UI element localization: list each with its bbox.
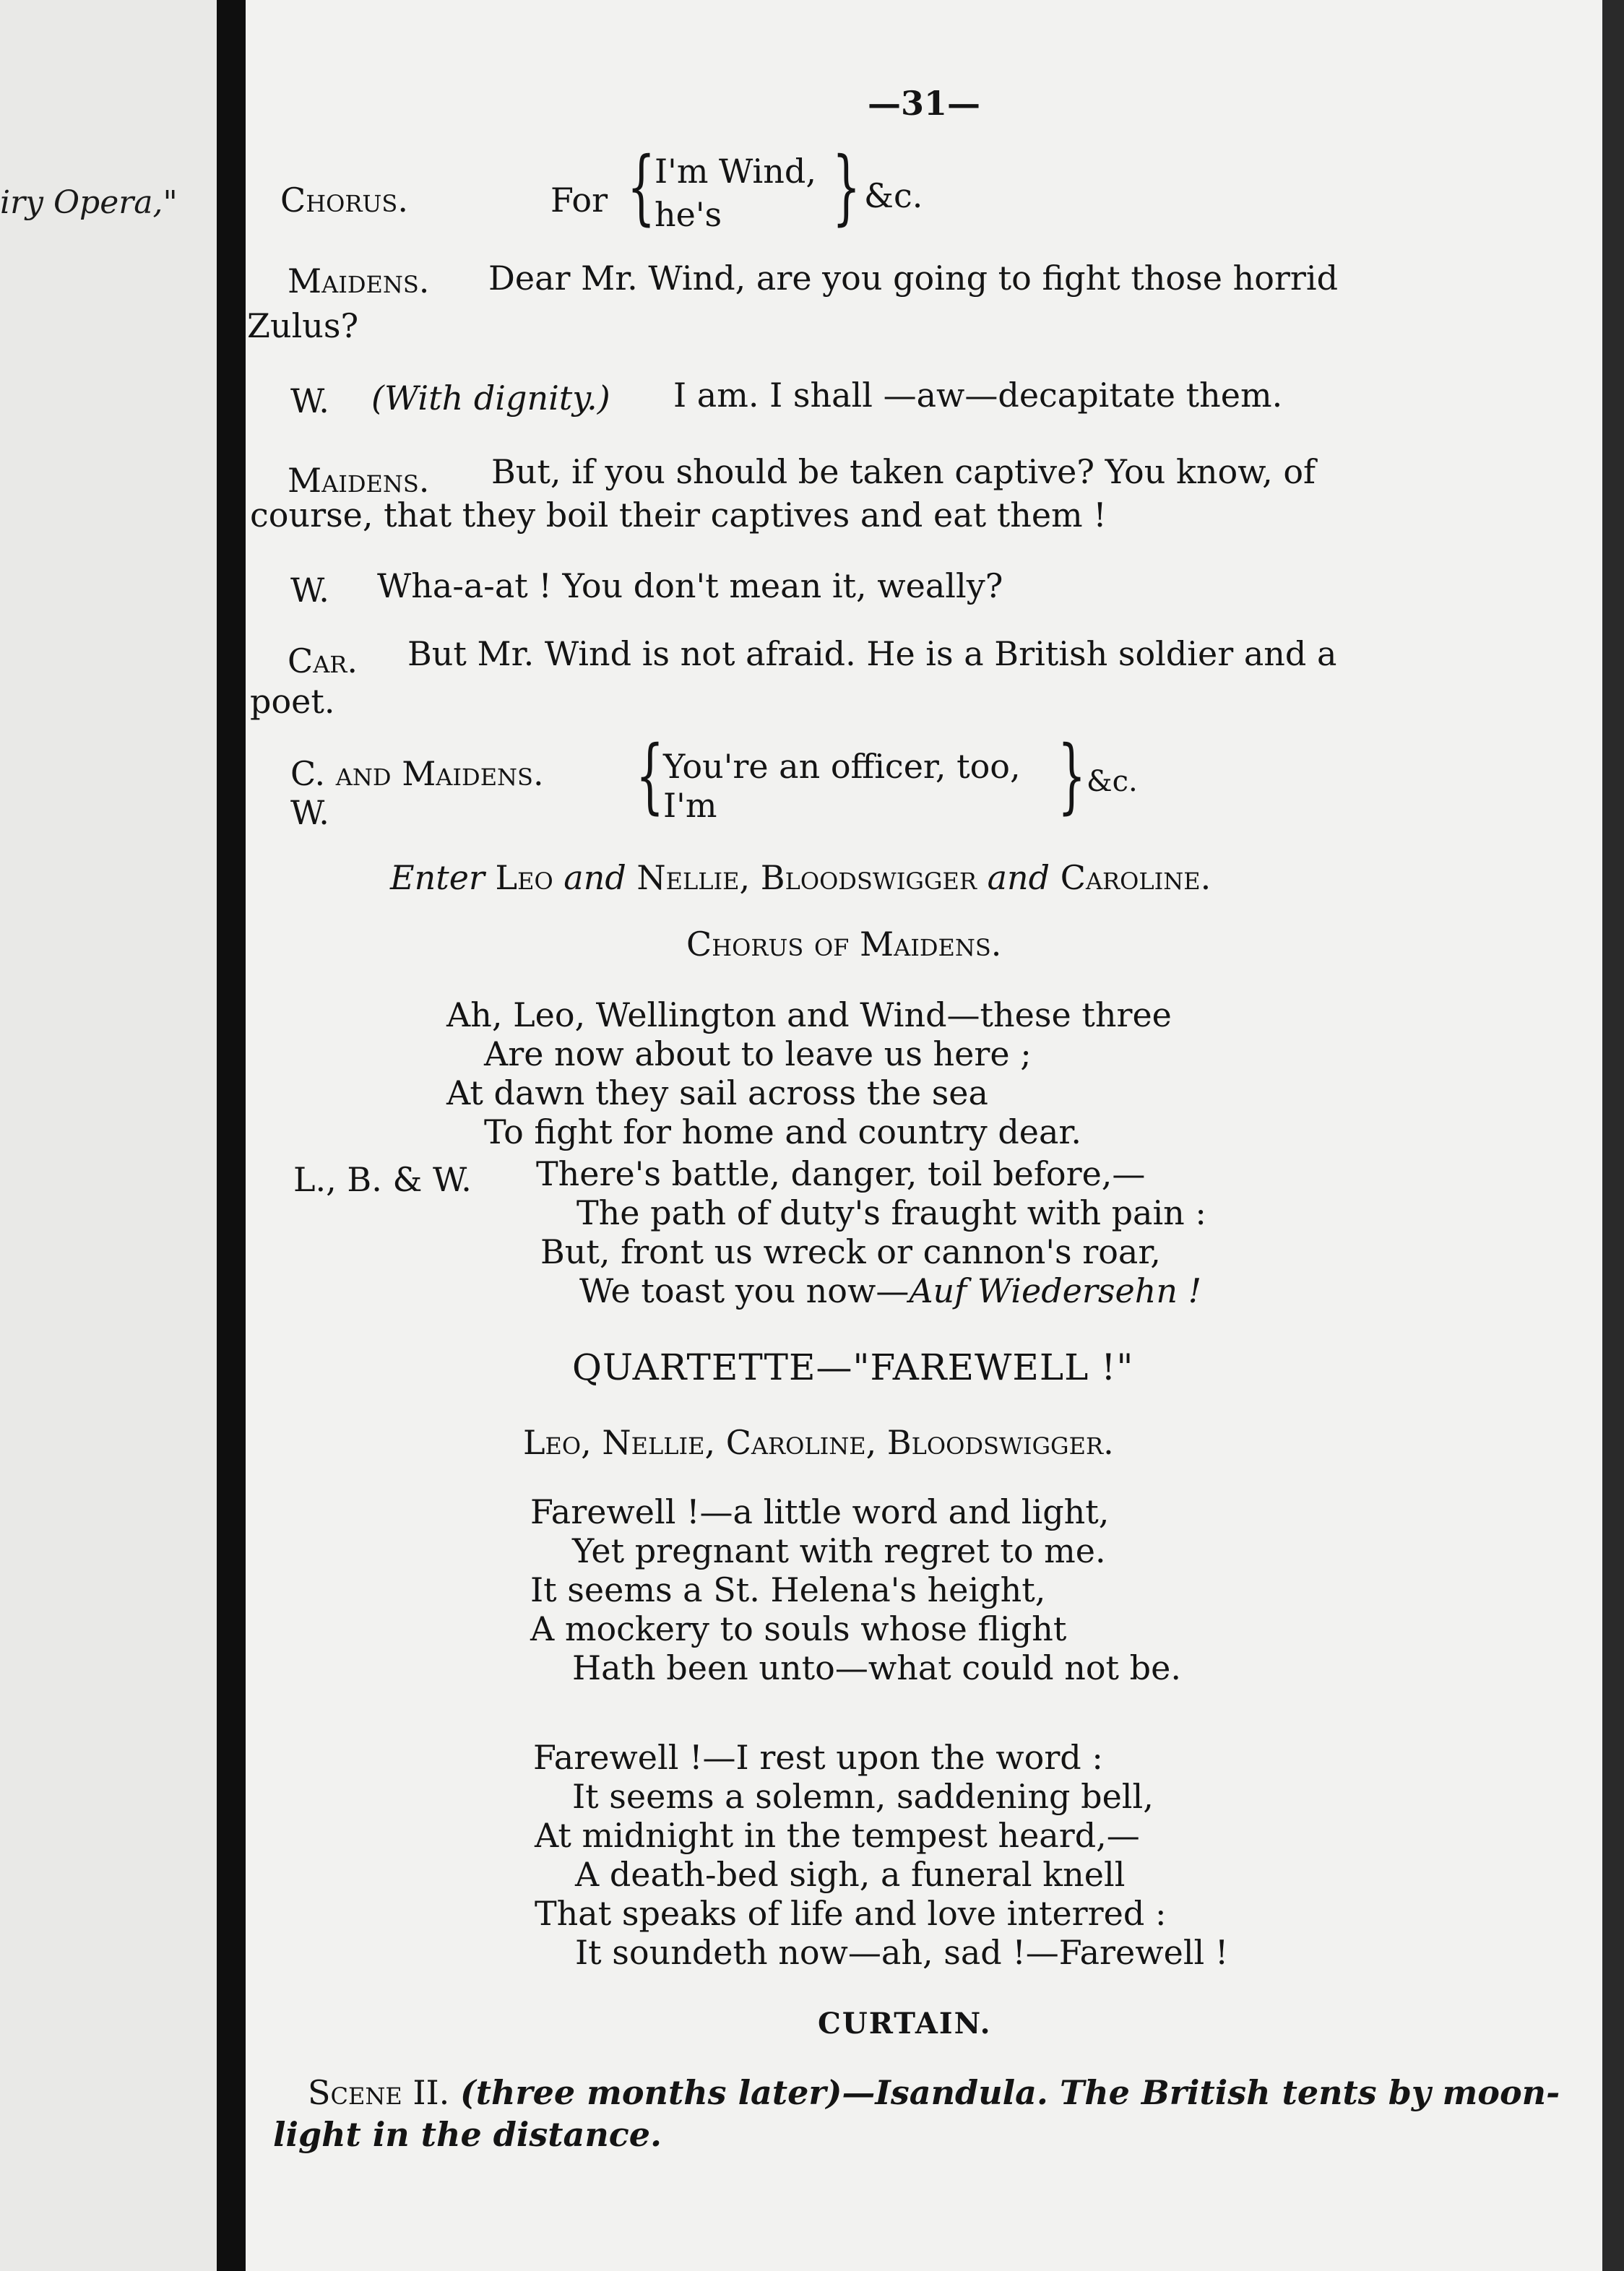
dialogue-text: Wha-a-at ! You don't mean it, weally?: [377, 566, 1003, 605]
left-page-edge: [0, 0, 217, 2271]
scene-label: Scene II.: [308, 2073, 450, 2112]
left-margin-text: iry Opera,": [0, 184, 178, 221]
verse-line: Ah, Leo, Wellington and Wind—these three: [446, 995, 1172, 1034]
verse-line: There's battle, danger, toil before,—: [536, 1154, 1146, 1193]
scene-description-cont: light in the distance.: [273, 2115, 662, 2154]
cm-brace-bottom: I'm: [663, 786, 717, 825]
scene-description: (three months later)—Isandula. The British tents by moon-: [459, 2073, 1560, 2112]
right-brace: }: [1058, 729, 1087, 823]
curtain-label: CURTAIN.: [818, 2007, 992, 2041]
section-heading: Chorus of Maidens.: [686, 925, 1002, 964]
entrance-direction: [390, 860, 1211, 896]
chorus-etc: &c.: [864, 176, 923, 215]
speaker-maidens: Maidens.: [288, 261, 430, 300]
stanza-line: A mockery to souls whose flight: [530, 1609, 1067, 1648]
chorus-brace-bottom: he's: [655, 195, 722, 234]
speaker-car: Car.: [288, 641, 358, 680]
chorus-for: For: [550, 181, 608, 220]
stanza-line: Hath been unto—what could not be.: [572, 1648, 1181, 1687]
dialogue-text: Dear Mr. Wind, are you going to fight those horrid: [488, 259, 1339, 298]
cm-etc: &c.: [1087, 765, 1138, 798]
left-brace: {: [627, 140, 656, 234]
conjunction: and: [987, 858, 1050, 897]
verse-text: We toast you now—: [579, 1271, 910, 1310]
stanza-line: Farewell !—I rest upon the word :: [533, 1738, 1103, 1777]
character-nellie: Nellie,: [636, 858, 751, 897]
stanza-line: It seems a solemn, saddening bell,: [572, 1777, 1154, 1816]
chorus-brace-top: I'm Wind,: [655, 152, 816, 191]
verse-line: But, front us wreck or cannon's roar,: [540, 1232, 1161, 1271]
verse-line: At dawn they sail across the sea: [446, 1073, 988, 1112]
speaker-w: W.: [290, 793, 329, 832]
speaker-lbw: L., B. & W.: [293, 1160, 472, 1199]
dialogue-text: But, if you should be taken captive? You know, of: [491, 452, 1316, 491]
stage-direction: (With dignity.): [371, 378, 610, 418]
character-caroline: Caroline.: [1060, 858, 1211, 897]
speaker-chorus: Chorus.: [280, 181, 408, 220]
enter-word: Enter: [390, 858, 485, 897]
cm-brace-top: You're an officer, too,: [663, 747, 1021, 786]
character-leo: Leo: [495, 858, 553, 897]
book-spine: [217, 0, 246, 2271]
stanza-line: It seems a St. Helena's height,: [530, 1570, 1046, 1609]
right-brace: }: [832, 140, 861, 234]
dialogue-text: But Mr. Wind is not afraid. He is a British soldier and a: [407, 634, 1337, 673]
conjunction: and: [563, 858, 626, 897]
scene-heading: [308, 2075, 1560, 2111]
character-bloodswigger: Bloodswigger: [760, 858, 977, 897]
dialogue-text: course, that they boil their captives and eat them !: [250, 496, 1107, 535]
stanza-line: Yet pregnant with regret to me.: [572, 1531, 1106, 1570]
song-title: QUARTETTE—"FAREWELL !": [572, 1346, 1134, 1388]
verse-line: To fight for home and country dear.: [484, 1112, 1081, 1151]
speaker-w: W.: [290, 381, 329, 420]
verse-line: Are now about to leave us here ;: [484, 1034, 1032, 1073]
stanza-line: It soundeth now—ah, sad !—Farewell !: [575, 1933, 1229, 1972]
verse-italic: Auf Wiedersehn !: [909, 1271, 1202, 1310]
speaker-c-and-maidens: C. and Maidens.: [290, 754, 544, 793]
stanza-line: That speaks of life and love interred :: [535, 1894, 1167, 1933]
page-number: —31—: [867, 84, 980, 123]
stanza-line: A death-bed sigh, a funeral knell: [575, 1855, 1126, 1894]
verse-line: [579, 1273, 1201, 1310]
dialogue-text: Zulus?: [247, 306, 359, 345]
dialogue-text: poet.: [250, 682, 335, 721]
speaker-maidens: Maidens.: [288, 461, 430, 500]
left-brace: {: [636, 729, 665, 823]
stanza-line: Farewell !—a little word and light,: [530, 1492, 1110, 1531]
right-page-edge: [1602, 0, 1624, 2271]
stanza-line: At midnight in the tempest heard,—: [535, 1816, 1140, 1855]
verse-line: The path of duty's fraught with pain :: [576, 1193, 1206, 1232]
speaker-w: W.: [290, 571, 329, 610]
dialogue-text: I am. I shall —aw—decapitate them.: [673, 376, 1283, 415]
singers-list: Leo, Nellie, Caroline, Bloodswigger.: [523, 1423, 1114, 1462]
